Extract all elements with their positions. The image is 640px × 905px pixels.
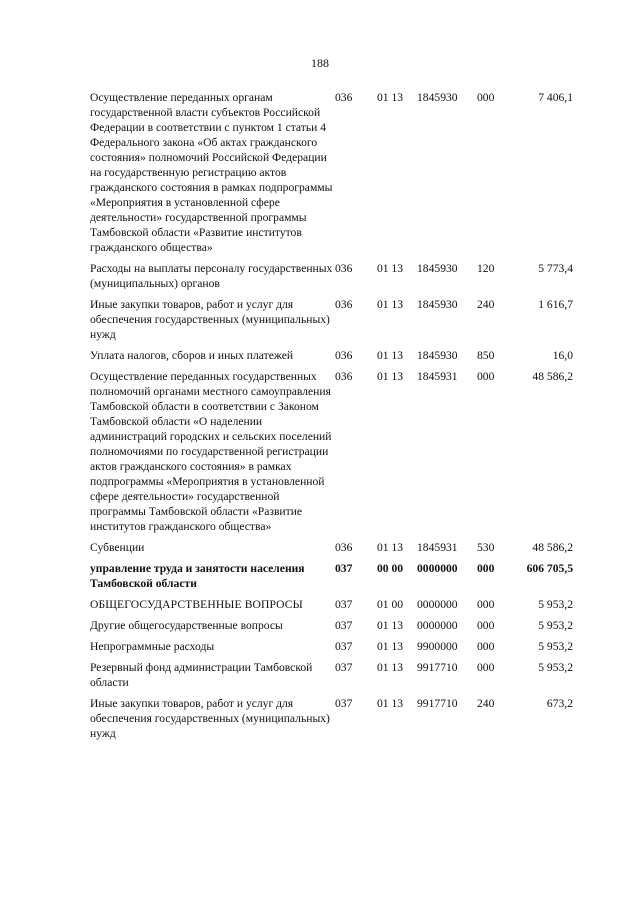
row-ministry-code: 037: [335, 619, 353, 632]
row-amount: 5 953,2: [538, 598, 573, 611]
table-row-department: [90, 561, 573, 597]
row-description: Осуществление переданных органам государственной власти субъектов Российской Федерации в соответствии с пунктом 1 статьи 4 Федерального закона «Об актах гражданского состояния» полномочий Российской Федерации на государственную регистрацию актов гражданского состояния в рамках подпрограммы «Мероприятия в установленной сфере деятельности» государственной программы Тамбовской области «Развитие институтов гражданского общества»: [90, 91, 333, 254]
row-description: управление труда и занятости населения Тамбовской области: [90, 562, 305, 590]
row-expense-type-code: 850: [477, 349, 495, 362]
row-expense-type-code: 000: [477, 91, 495, 104]
row-description: Уплата налогов, сборов и иных платежей: [90, 349, 294, 362]
row-description: ОБЩЕГОСУДАРСТВЕННЫЕ ВОПРОСЫ: [90, 598, 303, 611]
row-section-code: 01 13: [376, 619, 404, 632]
row-amount: 5 773,4: [538, 262, 573, 275]
row-section-code: 01 13: [376, 298, 404, 311]
row-amount: 5 953,2: [538, 640, 573, 653]
row-ministry-code: 037: [335, 661, 353, 674]
row-target-code: 9917710: [417, 661, 458, 674]
row-ministry-code: 036: [335, 349, 353, 362]
table-row: [90, 348, 573, 369]
row-expense-type-code: 000: [477, 370, 495, 383]
page-number: 188: [311, 56, 329, 70]
row-target-code: 0000000: [417, 562, 458, 575]
row-ministry-code: 037: [335, 598, 353, 611]
row-ministry-code: 037: [335, 697, 353, 710]
table-row: [90, 297, 573, 348]
row-ministry-code: 036: [335, 298, 353, 311]
row-section-code: 01 13: [376, 661, 404, 674]
row-expense-type-code: 000: [477, 562, 495, 575]
row-description: Субвенции: [90, 541, 145, 554]
row-amount: 48 586,2: [532, 541, 573, 554]
row-expense-type-code: 120: [477, 262, 495, 275]
row-section-code: 01 13: [376, 541, 404, 554]
row-target-code: 1845930: [417, 91, 458, 104]
row-ministry-code: 036: [335, 91, 353, 104]
row-ministry-code: 036: [335, 262, 353, 275]
row-section-code: 01 13: [376, 370, 404, 383]
table-row: [90, 618, 573, 639]
row-amount: 16,0: [552, 349, 573, 362]
row-expense-type-code: 240: [477, 298, 495, 311]
table-row: [90, 261, 573, 297]
row-section-code: 01 13: [376, 91, 404, 104]
row-expense-type-code: 530: [477, 541, 495, 554]
row-ministry-code: 037: [335, 562, 353, 575]
row-expense-type-code: 000: [477, 598, 495, 611]
row-target-code: 1845931: [417, 370, 458, 383]
row-expense-type-code: 000: [477, 640, 495, 653]
row-expense-type-code: 240: [477, 697, 495, 710]
row-target-code: 1845930: [417, 262, 458, 275]
row-amount: 1 616,7: [538, 298, 573, 311]
row-section-code: 01 13: [376, 697, 404, 710]
row-amount: 673,2: [546, 697, 573, 710]
row-target-code: 1845930: [417, 298, 458, 311]
row-expense-type-code: 000: [477, 661, 495, 674]
row-description: Резервный фонд администрации Тамбовской области: [90, 661, 313, 689]
row-expense-type-code: 000: [477, 619, 495, 632]
row-ministry-code: 037: [335, 640, 353, 653]
row-target-code: 0000000: [417, 598, 458, 611]
table-row: [90, 540, 573, 561]
row-target-code: 0000000: [417, 619, 458, 632]
row-section-code: 00 00: [376, 562, 404, 575]
row-amount: 48 586,2: [532, 370, 573, 383]
row-amount: 5 953,2: [538, 661, 573, 674]
row-amount: 606 705,5: [526, 562, 573, 575]
row-ministry-code: 036: [335, 541, 353, 554]
budget-table: [90, 90, 573, 747]
row-description: Другие общегосударственные вопросы: [90, 619, 283, 632]
row-target-code: 9900000: [417, 640, 458, 653]
row-description: Непрограммные расходы: [90, 640, 215, 653]
table-row: [90, 369, 573, 540]
row-ministry-code: 036: [335, 370, 353, 383]
row-target-code: 1845930: [417, 349, 458, 362]
row-amount: 7 406,1: [538, 91, 573, 104]
table-row: [90, 90, 573, 261]
table-row: [90, 696, 573, 747]
table-row: [90, 660, 573, 696]
row-target-code: 1845931: [417, 541, 458, 554]
table-row: [90, 597, 573, 618]
row-description: Иные закупки товаров, работ и услуг для обеспечения государственных (муниципальных) нужд: [90, 697, 330, 740]
row-section-code: 01 13: [376, 640, 404, 653]
row-section-code: 01 13: [376, 262, 404, 275]
row-description: Иные закупки товаров, работ и услуг для обеспечения государственных (муниципальных) нужд: [90, 298, 330, 341]
row-section-code: 01 00: [376, 598, 404, 611]
row-section-code: 01 13: [376, 349, 404, 362]
row-description: Осуществление переданных государственных полномочий органами местного самоуправления Тамбовской области в соответствии с Законом Тамбовской области «О наделении администраций городских и сельских поселений полномочиями по государственной регистрации актов гражданского состояния» в рамках подпрограммы «Мероприятия в установленной сфере деятельности» государственной программы Тамбовской области «Развитие институтов гражданского общества»: [90, 370, 332, 533]
row-target-code: 9917710: [417, 697, 458, 710]
row-description: Расходы на выплаты персоналу государственных (муниципальных) органов: [90, 262, 333, 290]
table-row: [90, 639, 573, 660]
row-amount: 5 953,2: [538, 619, 573, 632]
